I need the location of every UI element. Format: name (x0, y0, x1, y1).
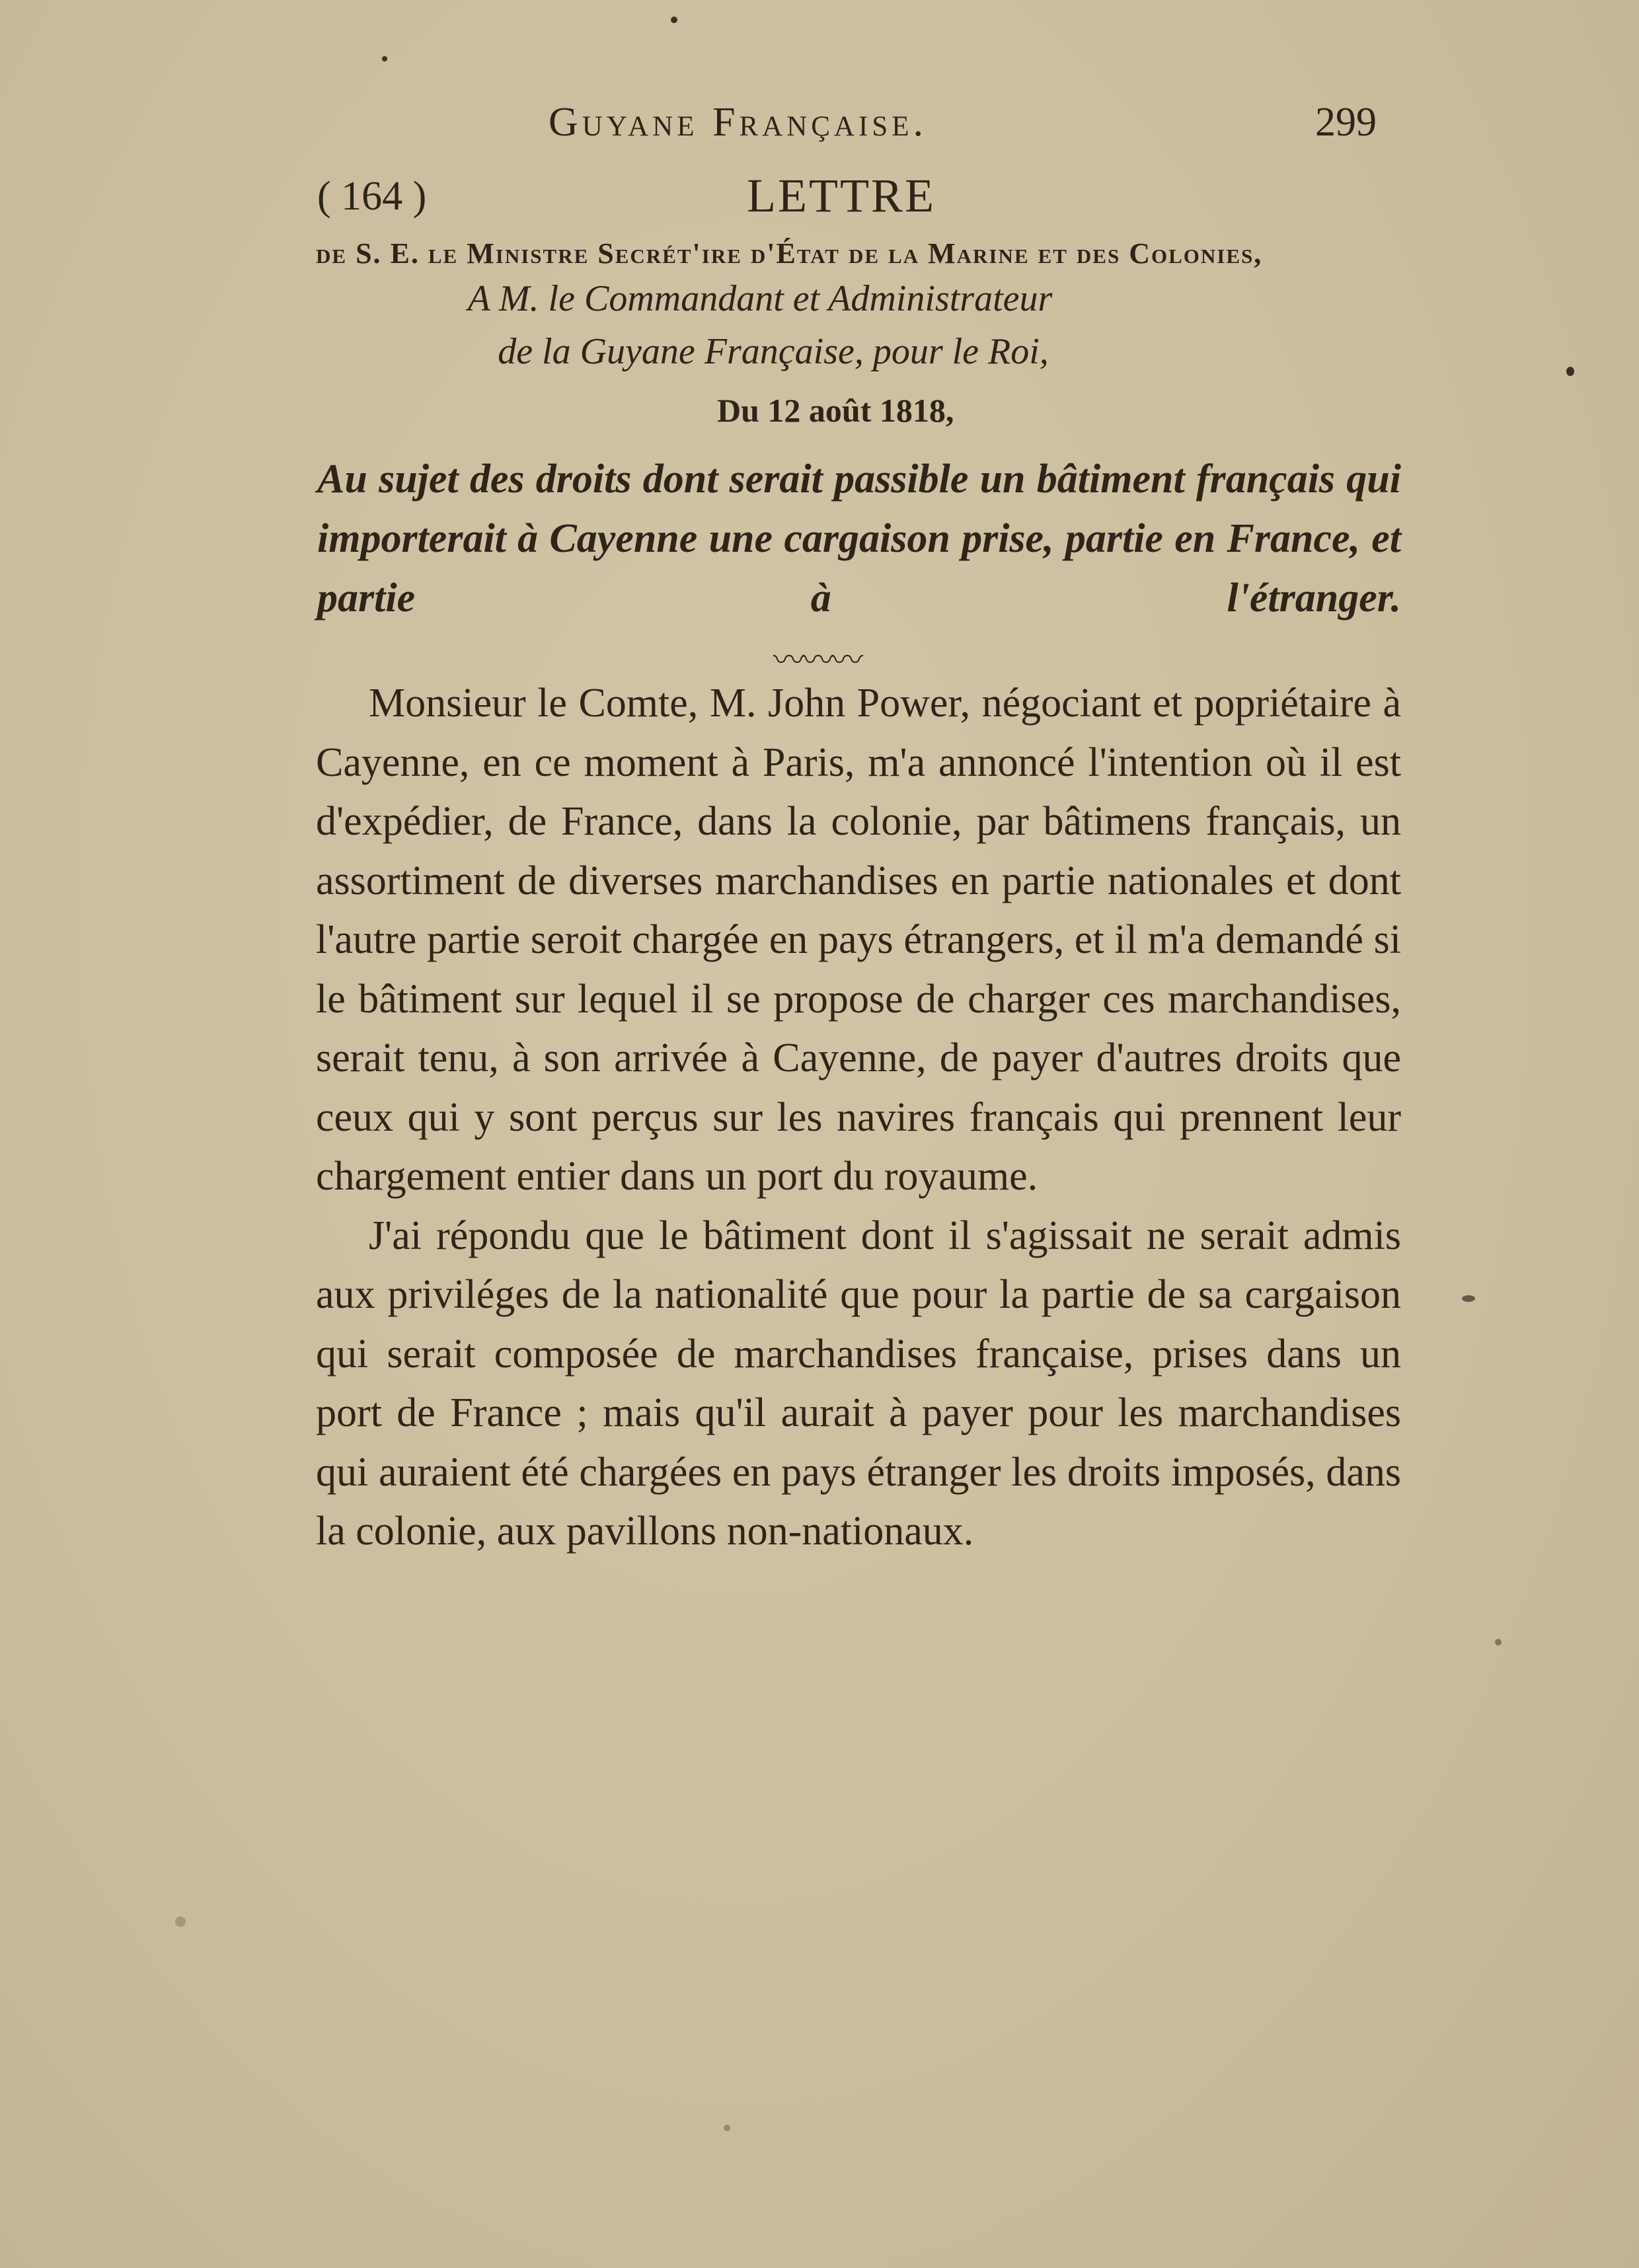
paper-speck (1462, 1295, 1475, 1302)
addressee-line-1: A M. le Commandant et Administrateur (467, 278, 1053, 319)
letter-subject (317, 449, 1401, 628)
letter-date: Du 12 août 1818, (717, 392, 954, 429)
paper-speck (724, 2125, 730, 2131)
original-page-number: ( 164 ) (317, 174, 427, 219)
running-head: Guyane Française. (549, 100, 927, 145)
paper-speck (1566, 367, 1574, 376)
paper-speck (1495, 1639, 1502, 1645)
paper-speck (175, 1916, 186, 1927)
paper-speck (382, 56, 387, 61)
letter-body (316, 674, 1401, 1562)
paper-speck (671, 17, 677, 23)
letter-sender: de S. E. le Ministre Secrét'ire d'État de la Marine et des Colonies, (316, 237, 1263, 270)
letter-title: LETTRE (747, 169, 936, 222)
addressee-line-2: de la Guyane Française, pour le Roi, (498, 331, 1049, 372)
paragraph-2: J'ai répondu que le bâtiment dont il s'agissait ne serait admis aux priviléges de la nationalité que pour la partie de sa cargaison qui serait composée de marchandises française, prises dans un port de France ; mais qu'il aurait à payer pour les marchandises qui auraient été chargées en pays étranger les droits imposés, dans la colonie, aux pavillons non-nationaux. (316, 1213, 1401, 1554)
page-number: 299 (1315, 100, 1377, 145)
ornament-divider: 〰〰〰 (773, 643, 861, 678)
paragraph-1: Monsieur le Comte, M. John Power, négociant et popriétaire à Cayenne, en ce moment à Paris, m'a annoncé l'intention où il est d'expédier, de France, dans la colonie, par bâtimens français, un assortiment de diverses marchandises en partie nationales et dont l'autre partie seroit chargée en pays étrangers, et il m'a demandé si le bâtiment sur lequel il se propose de charger ces marchandises, serait tenu, à son arrivée à Cayenne, de payer d'autres droits que ceux qui y sont perçus sur les navires français qui prennent leur chargement entier dans un port du royaume. (316, 681, 1401, 1199)
subject-text: Au sujet des droits dont serait passible un bâtiment français qui importerait à Cayenne une cargaison prise, partie en France, et partie à l'étranger. (317, 457, 1401, 621)
